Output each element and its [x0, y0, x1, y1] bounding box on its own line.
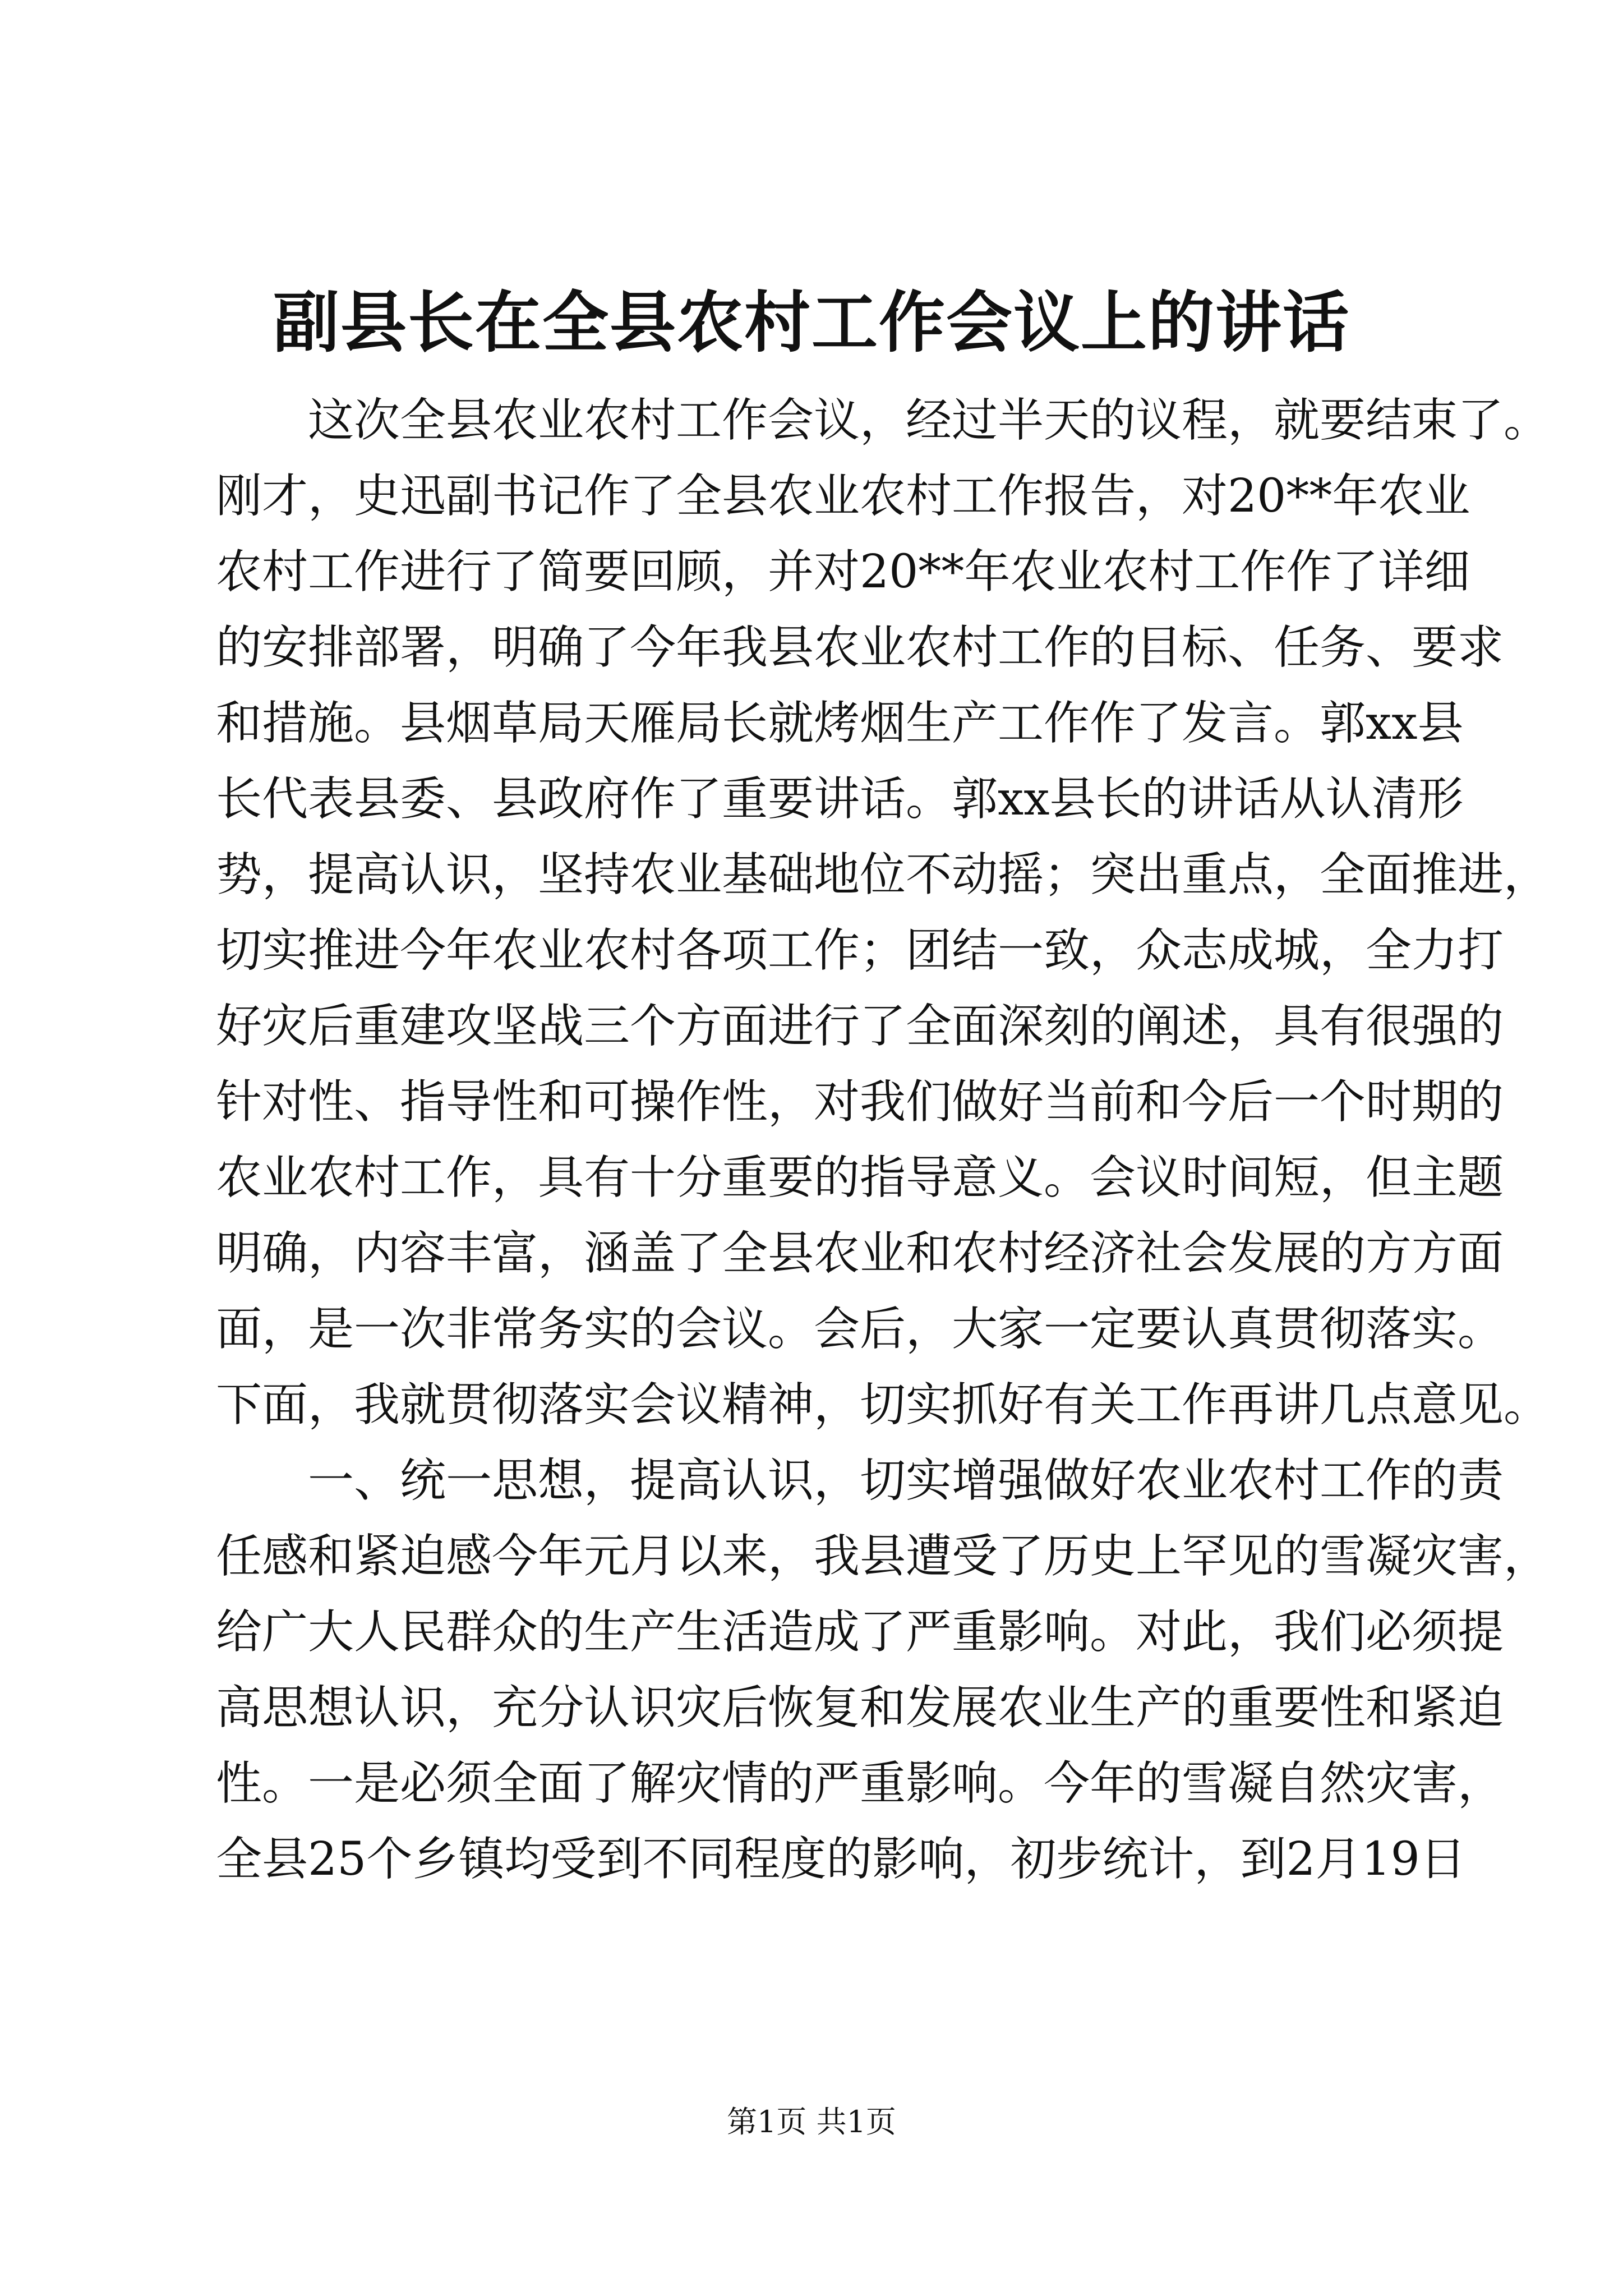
paragraph-line: 一、统一思想，提高认识，切实增强做好农业农村工作的责 [308, 1454, 1504, 1507]
page-footer: 第1页 共1页 [727, 2104, 896, 2139]
paragraph-line: 针对性、指导性和可操作性，对我们做好当前和今后一个时期的 [216, 1075, 1504, 1129]
paragraph-line: 长代表县委、县政府作了重要讲话。郭xx县长的讲话从认清形 [216, 772, 1464, 826]
paragraph-line: 切实推进今年农业农村各项工作；团结一致，众志成城，全力打 [216, 924, 1504, 977]
paragraph-line: 刚才，史迅副书记作了全县农业农村工作报告，对20**年农业 [216, 470, 1470, 523]
paragraph-line: 给广大人民群众的生产生活造成了严重影响。对此，我们必须提 [216, 1605, 1504, 1659]
paragraph-line: 明确，内容丰富，涵盖了全县农业和农村经济社会发展的方方面 [216, 1227, 1504, 1280]
paragraph-line: 全县25个乡镇均受到不同程度的影响，初步统计，到2月19日 [216, 1833, 1466, 1886]
paragraph-line: 面，是一次非常务实的会议。会后，大家一定要认真贯彻落实。 [216, 1303, 1504, 1356]
paragraph-line: 这次全县农业农村工作会议，经过半天的议程，就要结束了。 [308, 394, 1550, 447]
paragraph-line: 势，提高认识，坚持农业基础地位不动摇；突出重点，全面推进， [216, 848, 1550, 901]
paragraph-line: 任感和紧迫感今年元月以来，我县遭受了历史上罕见的雪凝灾害， [216, 1530, 1550, 1583]
paragraph-line: 农村工作进行了简要回顾，并对20**年农业农村工作作了详细 [216, 545, 1470, 599]
paragraph-line: 下面，我就贯彻落实会议精神，切实抓好有关工作再讲几点意见。 [216, 1378, 1550, 1432]
paragraph-line: 性。一是必须全面了解灾情的严重影响。今年的雪凝自然灾害， [216, 1757, 1504, 1810]
paragraph-line: 高思想认识，充分认识灾后恢复和发展农业生产的重要性和紧迫 [216, 1681, 1504, 1734]
paragraph-line: 和措施。县烟草局天雁局长就烤烟生产工作作了发言。郭xx县 [216, 697, 1464, 750]
paragraph-line: 好灾后重建攻坚战三个方面进行了全面深刻的阐述，具有很强的 [216, 1000, 1504, 1053]
paragraph-line: 农业农村工作，具有十分重要的指导意义。会议时间短，但主题 [216, 1151, 1504, 1204]
body-text [216, 383, 1550, 1897]
paragraph-line: 的安排部署，明确了今年我县农业农村工作的目标、任务、要求 [216, 621, 1504, 674]
page-title: 副县长在全县农村工作会议上的讲话 [273, 283, 1350, 361]
